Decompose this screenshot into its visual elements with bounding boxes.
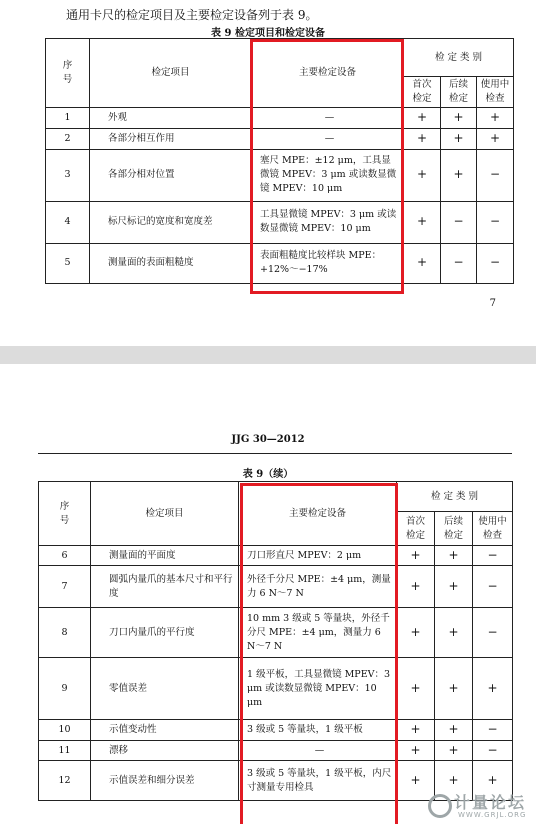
row-number: 4 [46,201,90,243]
inspection-item: 各部分相互作用 [90,128,252,149]
row-number: 3 [46,149,90,201]
header-rule [38,453,512,454]
first-verification-mark: + [404,128,441,149]
inspection-item: 示值误差和细分误差 [91,761,239,801]
highlight-box [250,39,404,294]
header-item: 检定项目 [91,482,239,546]
header-category: 检 定 类 别 [404,39,514,77]
row-number: 8 [39,608,91,658]
header-item: 检定项目 [90,39,252,108]
first-verification-mark: + [404,243,441,283]
first-verification-mark: + [397,720,435,740]
logo-icon [428,794,452,818]
subsequent-verification-mark: − [441,243,477,283]
in-use-inspection-mark: − [477,201,514,243]
inspection-item: 标尺标记的宽度和宽度差 [90,201,252,243]
header-equipment: 主要检定设备 [252,39,404,108]
forum-watermark [428,792,532,824]
header-subsequent: 后续 检定 [441,77,477,108]
inspection-item: 零值误差 [91,658,239,720]
in-use-inspection-mark: − [473,740,513,760]
inspection-item: 刀口内量爪的平行度 [91,608,239,658]
main-equipment: — [252,128,404,149]
subsequent-verification-mark: + [435,740,473,760]
in-use-inspection-mark: − [473,720,513,740]
subsequent-verification-mark: + [441,149,477,201]
in-use-inspection-mark: + [473,658,513,720]
row-number: 10 [39,720,91,740]
main-equipment: 外径千分尺 MPE：±4 μm，测量力 6 N～7 N [239,566,397,608]
first-verification-mark: + [397,740,435,760]
header-subsequent: 后续 检定 [435,512,473,546]
header-first: 首次 检定 [397,512,435,546]
main-equipment: 表面粗糙度比较样块 MPE：+12%～−17% [252,243,404,283]
row-number: 6 [39,546,91,566]
row-number: 2 [46,128,90,149]
subsequent-verification-mark: + [441,107,477,128]
table-caption: 表 9 检定项目和检定设备 [211,28,325,39]
inspection-item: 各部分相对位置 [90,149,252,201]
main-equipment: 塞尺 MPE：±12 μm，工具显微镜 MPEV：3 μm 或读数显微镜 MPEV：10 μm [252,149,404,201]
subsequent-verification-mark: + [435,546,473,566]
row-number: 7 [39,566,91,608]
first-verification-mark: + [397,566,435,608]
subsequent-verification-mark: + [435,566,473,608]
in-use-inspection-mark: + [477,128,514,149]
row-number: 12 [39,761,91,801]
document-page-2 [0,364,536,824]
intro-text: 通用卡尺的检定项目及主要检定设备列于表 9。 [66,8,318,22]
header-in-use: 使用中 检查 [477,77,514,108]
subsequent-verification-mark: + [441,128,477,149]
inspection-item: 漂移 [91,740,239,760]
watermark-text: 计量论坛 [454,793,527,812]
header-first: 首次 检定 [404,77,441,108]
header-no: 序 号 [46,39,90,108]
header-equipment: 主要检定设备 [239,482,397,546]
watermark-url: WWW.GRJL.ORG [458,811,527,819]
header-in-use: 使用中 检查 [473,512,513,546]
in-use-inspection-mark: − [473,546,513,566]
header-category: 检 定 类 别 [397,482,513,512]
in-use-inspection-mark: − [473,566,513,608]
inspection-item: 圆弧内量爪的基本尺寸和平行度 [91,566,239,608]
main-equipment: 10 mm 3 级或 5 等量块，外径千分尺 MPE：±4 μm，测量力 6 N～7 N [239,608,397,658]
first-verification-mark: + [397,546,435,566]
main-equipment: — [239,740,397,760]
in-use-inspection-mark: + [473,761,513,801]
inspection-item: 示值变动性 [91,720,239,740]
header-no: 序 号 [39,482,91,546]
row-number: 1 [46,107,90,128]
inspection-item: 测量面的表面粗糙度 [90,243,252,283]
in-use-inspection-mark: − [477,149,514,201]
first-verification-mark: + [397,608,435,658]
main-equipment: — [252,107,404,128]
inspection-item: 测量面的平面度 [91,546,239,566]
highlight-box [240,483,398,824]
main-equipment: 3 级或 5 等量块，1 级平板，内尺寸测量专用检具 [239,761,397,801]
first-verification-mark: + [404,201,441,243]
first-verification-mark: + [404,149,441,201]
row-number: 11 [39,740,91,760]
table-caption-continued: 表 9（续） [242,469,294,480]
first-verification-mark: + [397,658,435,720]
subsequent-verification-mark: + [435,608,473,658]
inspection-item: 外观 [90,107,252,128]
page-separator [0,346,536,364]
standard-header: JJG 30—2012 [231,434,305,445]
subsequent-verification-mark: + [435,658,473,720]
main-equipment: 刀口形直尺 MPEV：2 μm [239,546,397,566]
main-equipment: 1 级平板，工具显微镜 MPEV：3 μm 或读数显微镜 MPEV：10 μm [239,658,397,720]
subsequent-verification-mark: + [435,720,473,740]
subsequent-verification-mark: − [441,201,477,243]
row-number: 9 [39,658,91,720]
row-number: 5 [46,243,90,283]
main-equipment: 工具显微镜 MPEV：3 μm 或读数显微镜 MPEV：10 μm [252,201,404,243]
in-use-inspection-mark: − [477,243,514,283]
first-verification-mark: + [397,761,435,801]
page-number: 7 [489,298,496,309]
first-verification-mark: + [404,107,441,128]
main-equipment: 3 级或 5 等量块，1 级平板 [239,720,397,740]
in-use-inspection-mark: + [477,107,514,128]
in-use-inspection-mark: − [473,608,513,658]
document-page-1 [0,0,536,346]
subsequent-verification-mark: + [435,761,473,801]
